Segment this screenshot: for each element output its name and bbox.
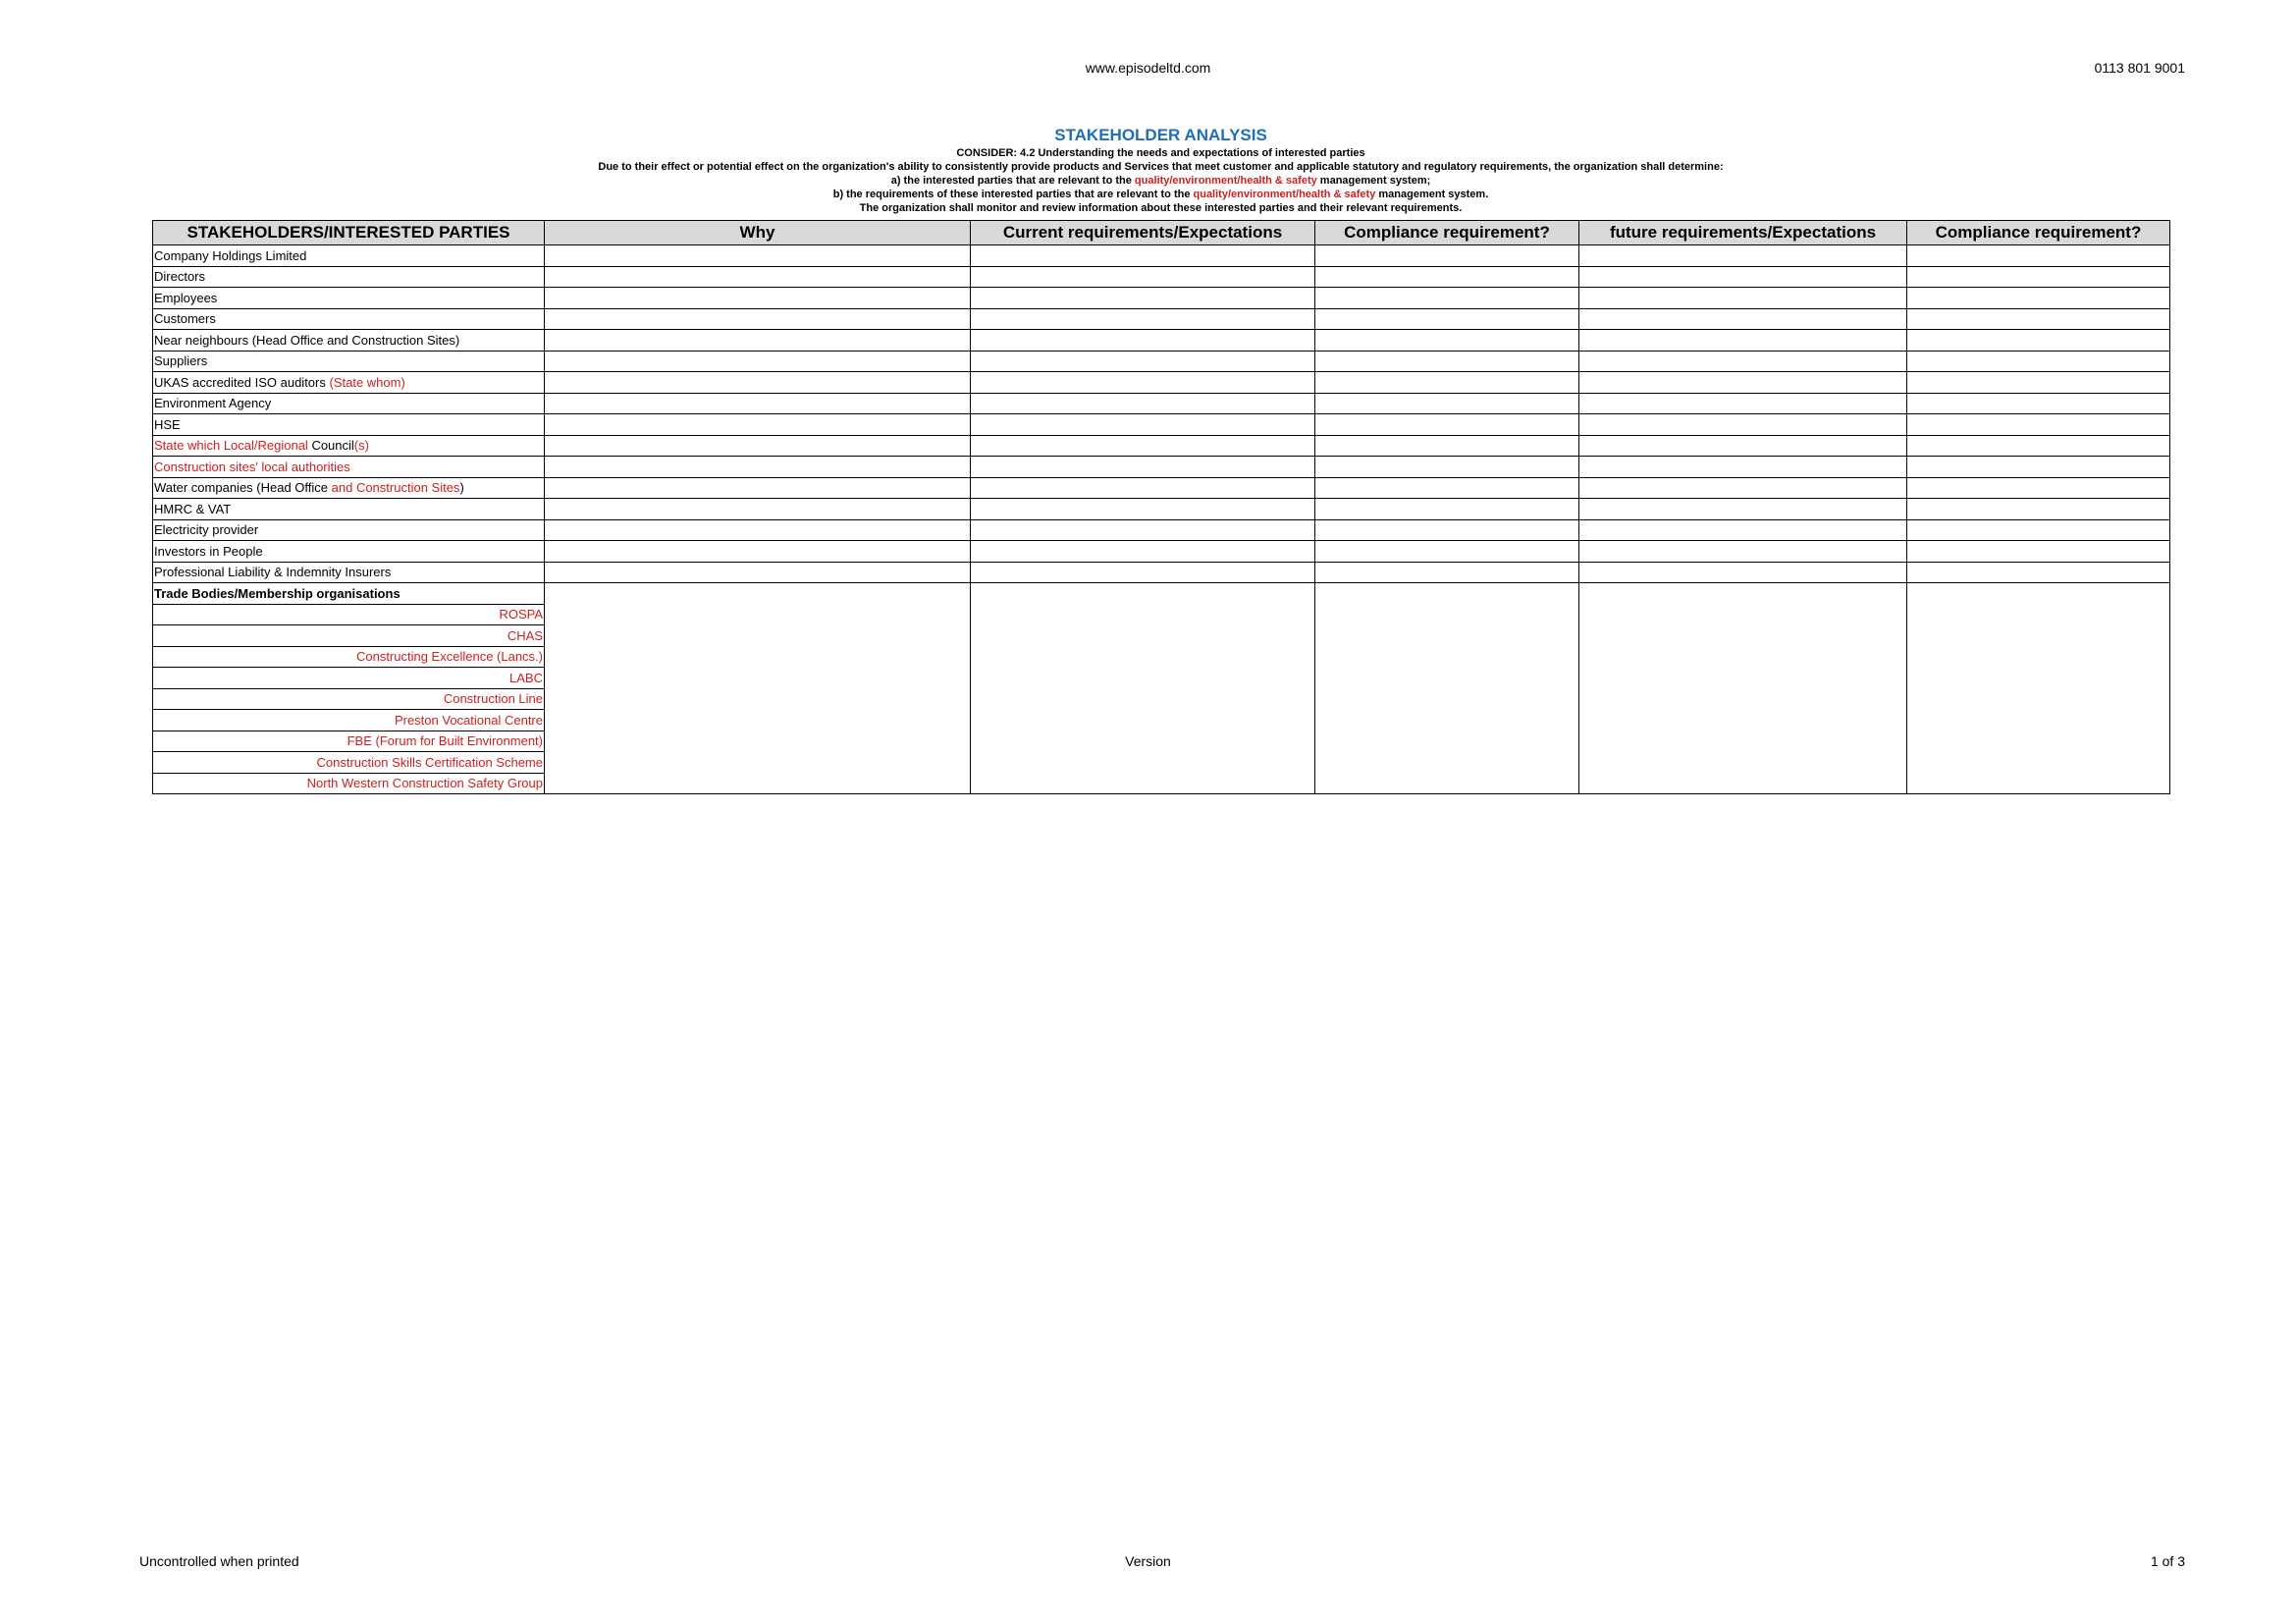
table-cell[interactable] xyxy=(1315,288,1579,309)
stakeholder-text: ) xyxy=(459,480,464,496)
table-cell[interactable] xyxy=(545,351,971,372)
stakeholder-cell xyxy=(153,308,545,330)
table-body xyxy=(153,245,2170,794)
table-cell[interactable] xyxy=(545,499,971,520)
table-cell[interactable] xyxy=(1907,499,2170,520)
table-cell[interactable] xyxy=(971,351,1315,372)
header-stakeholders: STAKEHOLDERS/INTERESTED PARTIES xyxy=(153,221,545,245)
stakeholder-text: Professional Liability & Indemnity Insurers xyxy=(154,565,392,580)
document-title: STAKEHOLDER ANALYSIS xyxy=(1054,126,1267,144)
trade-body-item: Constructing Excellence (Lancs.) xyxy=(153,646,545,668)
stakeholder-cell xyxy=(153,414,545,436)
table-cell[interactable] xyxy=(1315,351,1579,372)
table-row xyxy=(153,562,2170,583)
table-row xyxy=(153,266,2170,288)
table-cell[interactable] xyxy=(971,393,1315,414)
table-cell[interactable] xyxy=(1907,477,2170,499)
stakeholder-text: (State whom) xyxy=(329,374,405,390)
trade-body-item: North Western Construction Safety Group xyxy=(153,773,545,794)
table-cell[interactable] xyxy=(1579,330,1907,352)
table-cell[interactable] xyxy=(1579,562,1907,583)
stakeholder-cell xyxy=(153,541,545,563)
stakeholder-cell xyxy=(153,519,545,541)
trade-body-item: LABC xyxy=(153,668,545,689)
table-cell[interactable] xyxy=(1907,541,2170,563)
stakeholder-cell xyxy=(153,435,545,457)
table-cell[interactable] xyxy=(1907,330,2170,352)
table-row xyxy=(153,372,2170,394)
stakeholder-cell xyxy=(153,351,545,372)
stakeholder-text: HSE xyxy=(154,416,181,432)
table-cell[interactable] xyxy=(1579,288,1907,309)
table-cell[interactable] xyxy=(545,541,971,563)
trade-body-item: Construction Skills Certification Scheme xyxy=(153,752,545,774)
stakeholder-cell xyxy=(153,372,545,394)
table-row xyxy=(153,330,2170,352)
table-cell[interactable] xyxy=(1907,266,2170,288)
table-cell[interactable] xyxy=(545,457,971,478)
stakeholder-text: Suppliers xyxy=(154,353,208,369)
table-cell[interactable] xyxy=(971,499,1315,520)
table-cell[interactable] xyxy=(971,308,1315,330)
table-cell[interactable] xyxy=(1579,519,1907,541)
stakeholder-cell xyxy=(153,499,545,520)
table-row xyxy=(153,245,2170,267)
table-cell[interactable] xyxy=(1315,245,1579,267)
stakeholder-cell xyxy=(153,266,545,288)
table-cell[interactable] xyxy=(1315,457,1579,478)
intro-line-4-post: management system. xyxy=(1375,189,1489,200)
stakeholder-cell xyxy=(153,245,545,267)
footer-version: Version xyxy=(1125,1553,1171,1569)
table-cell[interactable] xyxy=(1579,308,1907,330)
header-why: Why xyxy=(545,221,971,245)
table-cell[interactable] xyxy=(545,308,971,330)
table-cell[interactable] xyxy=(1907,457,2170,478)
trade-body-item: FBE (Forum for Built Environment) xyxy=(153,731,545,752)
table-cell[interactable] xyxy=(1315,435,1579,457)
table-cell[interactable] xyxy=(971,414,1315,436)
stakeholder-text: Environment Agency xyxy=(154,396,272,411)
table-cell[interactable] xyxy=(971,245,1315,267)
table-cell[interactable] xyxy=(1579,351,1907,372)
table-cell[interactable] xyxy=(545,266,971,288)
table-cell[interactable] xyxy=(971,541,1315,563)
merged-trade-cell[interactable] xyxy=(545,583,971,794)
table-cell[interactable] xyxy=(1579,266,1907,288)
intro-line-3-post: management system; xyxy=(1316,175,1431,187)
table-row xyxy=(153,477,2170,499)
table-cell[interactable] xyxy=(971,372,1315,394)
stakeholder-text: Council xyxy=(307,438,354,454)
stakeholder-cell xyxy=(153,330,545,352)
table-cell[interactable] xyxy=(1579,541,1907,563)
title-block xyxy=(152,125,2169,215)
table-cell[interactable] xyxy=(971,288,1315,309)
table-row xyxy=(153,499,2170,520)
stakeholder-text: Water companies (Head Office xyxy=(154,480,332,496)
footer-uncontrolled: Uncontrolled when printed xyxy=(139,1553,299,1569)
table-cell[interactable] xyxy=(1907,414,2170,436)
stakeholder-cell xyxy=(153,477,545,499)
table-cell[interactable] xyxy=(545,477,971,499)
table-row xyxy=(153,351,2170,372)
table-row xyxy=(153,435,2170,457)
table-cell[interactable] xyxy=(1907,519,2170,541)
trade-body-item: CHAS xyxy=(153,625,545,647)
intro-line-3 xyxy=(152,174,2169,188)
stakeholder-text: Employees xyxy=(154,290,218,305)
table-cell[interactable] xyxy=(1579,435,1907,457)
header-future-requirements: future requirements/Expectations xyxy=(1579,221,1907,245)
stakeholder-text: Electricity provider xyxy=(154,522,259,538)
merged-trade-cell[interactable] xyxy=(1315,583,1579,794)
table-row xyxy=(153,414,2170,436)
header-current-requirements: Current requirements/Expectations xyxy=(971,221,1315,245)
table-cell[interactable] xyxy=(1907,393,2170,414)
trade-bodies-heading-row xyxy=(153,583,2170,605)
stakeholder-table xyxy=(152,220,2170,794)
table-cell[interactable] xyxy=(1315,330,1579,352)
table-cell[interactable] xyxy=(1907,372,2170,394)
merged-trade-cell[interactable] xyxy=(971,583,1315,794)
table-cell[interactable] xyxy=(1315,541,1579,563)
table-cell[interactable] xyxy=(545,519,971,541)
table-cell[interactable] xyxy=(971,457,1315,478)
table-cell[interactable] xyxy=(1315,414,1579,436)
table-row xyxy=(153,288,2170,309)
stakeholder-text: Construction sites' local authorities xyxy=(154,459,350,474)
intro-line-2: Due to their effect or potential effect on the organization's ability to consistently provide products and Services that meet customer and applicable statutory and regulatory requirements, the organization shall determine: xyxy=(598,161,1724,173)
table-cell[interactable] xyxy=(1579,499,1907,520)
table-cell[interactable] xyxy=(1579,414,1907,436)
table-cell[interactable] xyxy=(545,245,971,267)
table-row xyxy=(153,457,2170,478)
stakeholder-text: and Construction Sites xyxy=(331,480,460,496)
table-cell[interactable] xyxy=(971,435,1315,457)
table-cell[interactable] xyxy=(971,330,1315,352)
stakeholder-cell xyxy=(153,288,545,309)
table-row xyxy=(153,393,2170,414)
table-cell[interactable] xyxy=(1315,477,1579,499)
table-cell[interactable] xyxy=(1315,266,1579,288)
table-cell[interactable] xyxy=(1315,499,1579,520)
table-cell[interactable] xyxy=(971,562,1315,583)
table-row xyxy=(153,308,2170,330)
table-cell[interactable] xyxy=(1315,308,1579,330)
table-cell[interactable] xyxy=(1579,372,1907,394)
table-cell[interactable] xyxy=(1579,245,1907,267)
trade-body-item: Preston Vocational Centre xyxy=(153,710,545,731)
table-cell[interactable] xyxy=(1907,351,2170,372)
stakeholder-text: Near neighbours (Head Office and Construction Sites) xyxy=(154,332,460,348)
table-cell[interactable] xyxy=(1907,245,2170,267)
table-row xyxy=(153,519,2170,541)
table-cell[interactable] xyxy=(1315,562,1579,583)
stakeholder-text: Customers xyxy=(154,311,216,327)
table-cell[interactable] xyxy=(1579,393,1907,414)
stakeholder-text: State which Local/Regional xyxy=(154,438,308,454)
table-cell[interactable] xyxy=(1315,372,1579,394)
stakeholder-text: Investors in People xyxy=(154,543,263,559)
intro-line-4-highlight: quality/environment/health & safety xyxy=(1193,189,1376,200)
stakeholder-text: Company Holdings Limited xyxy=(154,247,307,263)
trade-body-item: ROSPA xyxy=(153,604,545,625)
stakeholder-cell xyxy=(153,562,545,583)
intro-line-4-pre: b) the requirements of these interested parties that are relevant to the xyxy=(832,189,1194,200)
table-cell[interactable] xyxy=(545,414,971,436)
header-website: www.episodeltd.com xyxy=(1085,60,1211,76)
table-cell[interactable] xyxy=(971,477,1315,499)
stakeholder-text: HMRC & VAT xyxy=(154,501,232,516)
table-cell[interactable] xyxy=(971,266,1315,288)
intro-line-3-highlight: quality/environment/health & safety xyxy=(1134,175,1317,187)
table-cell[interactable] xyxy=(545,562,971,583)
header-compliance-future: Compliance requirement? xyxy=(1907,221,2170,245)
stakeholder-text: Directors xyxy=(154,269,206,285)
table-cell[interactable] xyxy=(1579,457,1907,478)
merged-trade-cell[interactable] xyxy=(1907,583,2170,794)
intro-line-3-pre: a) the interested parties that are relevant to the xyxy=(890,175,1135,187)
stakeholder-cell xyxy=(153,457,545,478)
table-cell[interactable] xyxy=(545,330,971,352)
table-cell[interactable] xyxy=(971,519,1315,541)
header-phone: 0113 801 9001 xyxy=(2094,60,2185,76)
intro-line-5: The organization shall monitor and review information about these interested parties and their relevant requirements. xyxy=(859,202,1463,214)
table-cell[interactable] xyxy=(1579,477,1907,499)
stakeholder-text: UKAS accredited ISO auditors xyxy=(154,374,330,390)
table-cell[interactable] xyxy=(545,372,971,394)
table-cell[interactable] xyxy=(545,393,971,414)
table-cell[interactable] xyxy=(545,435,971,457)
table-cell[interactable] xyxy=(1907,435,2170,457)
header-compliance-current: Compliance requirement? xyxy=(1315,221,1579,245)
table-cell[interactable] xyxy=(545,288,971,309)
intro-line-4 xyxy=(152,188,2169,201)
table-cell[interactable] xyxy=(1315,519,1579,541)
table-cell[interactable] xyxy=(1907,308,2170,330)
table-cell[interactable] xyxy=(1907,562,2170,583)
stakeholder-cell xyxy=(153,393,545,414)
stakeholder-text: (s) xyxy=(353,438,369,454)
table-header-row xyxy=(153,221,2170,245)
footer-page-number: 1 of 3 xyxy=(2150,1553,2185,1569)
trade-bodies-heading: Trade Bodies/Membership organisations xyxy=(153,583,545,605)
table-cell[interactable] xyxy=(1315,393,1579,414)
intro-line-1: CONSIDER: 4.2 Understanding the needs and expectations of interested parties xyxy=(956,147,1365,159)
merged-trade-cell[interactable] xyxy=(1579,583,1907,794)
table-row xyxy=(153,541,2170,563)
table-cell[interactable] xyxy=(1907,288,2170,309)
trade-body-item: Construction Line xyxy=(153,688,545,710)
